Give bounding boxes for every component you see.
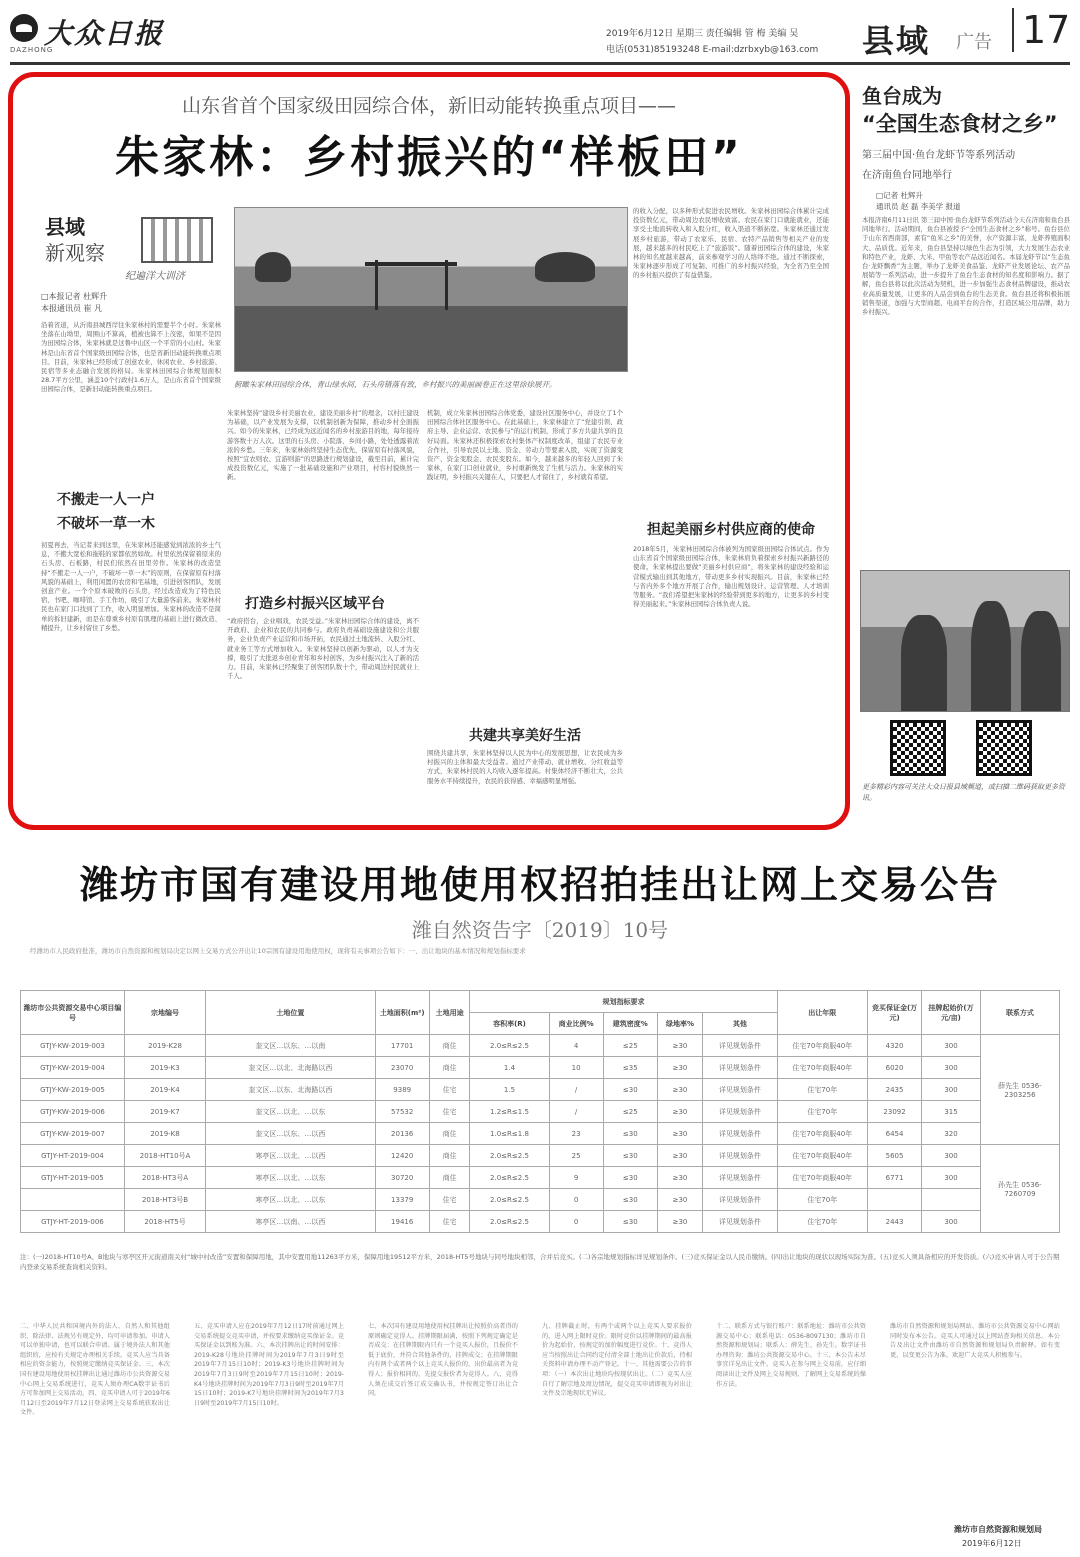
table-cell: 寒亭区…以北、…以西 [206,1145,375,1167]
table-cell: 住宅 [429,1101,470,1123]
table-cell: 奎文区…以东、…以西 [206,1123,375,1145]
article-column-2b: “政府搭台，企业唱戏，农民受益。”朱家林田园综合体的建设，离不开政府、企业和农民的共同参与。政府负责基础设施建设和公共服务，企业负责产业运营和市场开拓，农民通过土地流转、入股分红、就业务工等方式增加收入。朱家林坚持以创新为驱动，以人才为支撑，吸引了大批返乡创业青年和乡村创客，为乡村振兴注入了新的活力。目前，朱家林已经聚集了创客团队数十个，带动周边村民就业上千人。 [227,617,419,681]
table-contact-cell: 孙先生 0536-7260709 [980,1145,1059,1233]
table-header: 土地面积(m²) [375,991,429,1035]
qr-code-icon[interactable] [976,720,1032,776]
table-header: 出让年限 [777,991,867,1035]
table-cell: 6771 [867,1167,921,1189]
table-cell: ≥30 [657,1035,702,1057]
table-cell: 2019-K8 [124,1123,205,1145]
byline-reporter: □本报记者 杜辉升 [41,292,108,301]
gate-pole [445,260,448,310]
tree-shape [255,252,291,282]
table-cell: 住宅70年 [777,1189,867,1211]
issue-meta: 2019年6月12日 星期三 责任编辑 管 梅 美编 吴 [606,29,799,39]
sidebar-byline: □记者 杜辉升 通讯员 赵 磊 李美学 报道 [876,191,961,211]
table-cell: 1.5 [470,1079,549,1101]
table-cell: 320 [922,1123,981,1145]
announcement-body-col: 潍坊市自然资源和规划局网站、潍坊市公共资源交易中心网站同时发布本公告。竞买人可通过以上网站查询相关信息。本公告及出让文件由潍坊市自然资源和规划局负责解释。如有变更，以变更公告为准。欢迎广大竞买人积极参与。 [890,1323,1060,1359]
table-cell: 住宅70年 [777,1211,867,1233]
table-cell: ≤25 [603,1035,657,1057]
table-cell: 2018-HT3号B [124,1189,205,1211]
table-cell: 0 [549,1189,603,1211]
table-cell: 17701 [375,1035,429,1057]
table-cell: 住宅 [429,1189,470,1211]
announcement-number: 潍自然资告字〔2019〕10号 [411,918,669,942]
table-cell: 详见规划条件 [703,1189,778,1211]
building-icon [141,217,213,263]
table-cell: 详见规划条件 [703,1079,778,1101]
table-cell: 20136 [375,1123,429,1145]
table-header: 联系方式 [980,991,1059,1035]
table-header: 竞买保证金(万元) [867,991,921,1035]
table-cell: ≤30 [603,1211,657,1233]
subhead-3: 共建共享美好生活 [469,728,581,744]
photo-caption: 俯瞰朱家林田园综合体，青山绿水间，石头房错落有致，乡村振兴的美丽画卷正在这里徐徐展开。 [234,380,557,389]
announcement-body-col: 二、中华人民共和国境内外的法人、自然人和其他组织，除法律、法规另有规定外，均可申请参加。申请人可以单独申请，也可以联合申请。属于境外法人和其他组织的，应按有关规定办理相关手续。竞买人应当具备相应的资金能力，按照规定缴纳竞买保证金。三、本次国有建设用地使用权挂牌出让通过潍坊市公共资源交易中心网上交易系统进行，竞买人须办理CA数字证书后方可参加网上交易活动。四、竞买申请人可于2019年6月12日至2019年7月12日登录网上交易系统获取出让文件。 [20,1323,170,1417]
sidebar-body: 本报济南6月11日讯 第三届中国·鱼台龙虾节系列活动今天在济南和鱼台县同地举行。活动期间，鱼台县被授予“全国生态食材之乡”称号。鱼台县位于山东省西南部，素有“鱼米之乡”的美誉，水产资源丰富，龙虾养殖面积大、品质优。近年来，鱼台县坚持以绿色生态为引领，大力发展生态农业和特色产业，龙虾、大米、甲鱼等农产品远近闻名。本届龙虾节以“生态鱼台·龙虾飘香”为主题，举办了龙虾美食品鉴、龙虾产业发展论坛、农产品展销等一系列活动，进一步提升了鱼台生态食材的知名度和影响力。据了解，鱼台县将以此次活动为契机，进一步加强生态食材品牌建设，推动农业高质量发展，让更多的人品尝到鱼台的生态美食。鱼台县还将积极拓展销售渠道，加强与大型商超、电商平台的合作，打造区域公用品牌，助力乡村振兴。 [862,216,1070,317]
table-cell: ≥30 [657,1167,702,1189]
table-cell: 4320 [867,1035,921,1057]
table-header: 挂牌起始价(万元/亩) [922,991,981,1035]
table-cell [922,1189,981,1211]
table-cell: 详见规划条件 [703,1167,778,1189]
table-cell: 住宅70年 [777,1079,867,1101]
table-cell: 商住 [429,1035,470,1057]
table-cell: 19416 [375,1211,429,1233]
article-column-4: 的收入分配，以多种形式促进农民增收。朱家林田园综合体累计完成投资数亿元，带动周边农民增收致富。农民在家门口就能就业，还能享受土地流转收入和入股分红，收入渠道不断拓宽。朱家林还通过发展乡村旅游，带动了农家乐、民宿、农特产品销售等相关产业的发展，越来越多的村民吃上了“旅游饭”。随着田园综合体的建设，朱家林的知名度越来越高，前来参观学习的人络绎不绝。通过不断探索，朱家林逐步形成了可复制、可推广的乡村振兴经验，为全省乃至全国的乡村振兴提供了有益借鉴。 [633,207,829,280]
table-row [21,1035,1060,1057]
table-cell: 2.0≤R≤2.5 [470,1167,549,1189]
table-cell: 300 [922,1057,981,1079]
table-row [21,1079,1060,1101]
table-cell: 0 [549,1211,603,1233]
table-cell: 6454 [867,1123,921,1145]
table-cell: 住宅70年商服40年 [777,1123,867,1145]
masthead-rule [10,62,1070,65]
announcement-notes: 注：(一)2018-HT10号A、B地块与寒亭区开元街道南关村“城中村改造”安置和保障用地，其中安置用地11263平方米，保障用地19512平方米，2018-HT5号地块与同号地块相邻，合并后竞买。(二)各宗地规划指标详见规划条件。(三)竞买保证金以人民币缴纳。(四)出让地块的现状以现场实际为准。(五)竞买人须具备相应的开发资质。(六)竞买申请人可于公告期内登录交易系统查询相关资料。 [20,1253,1060,1271]
table-cell: 2.0≤R≤2.5 [470,1211,549,1233]
table-cell: 商住 [429,1057,470,1079]
table-cell: 住宅70年商服40年 [777,1167,867,1189]
table-header: 建筑密度% [603,1013,657,1035]
table-cell: ≥30 [657,1189,702,1211]
article-headline[interactable]: 朱家林：乡村振兴的“样板田” [115,132,743,183]
table-cell: 300 [922,1145,981,1167]
table-cell: ≤30 [603,1145,657,1167]
table-row [21,1189,1060,1211]
table-cell: 寒亭区…以北、…以东 [206,1189,375,1211]
table-cell: 300 [922,1035,981,1057]
table-cell: 2.0≤R≤2.5 [470,1035,549,1057]
article-column-3: 机制，成立朱家林田园综合体党委，建设社区服务中心，并设立了1个田园综合体社区服务中心。在此基础上，朱家林建立了“党建引领、政府主导、企业运营、农民参与”的运行机制，形成了多方共建共享的良好局面。朱家林还积极探索农村集体产权制度改革，组建了农民专业合作社，引导农民以土地、资金、劳动力等要素入股，实现了资源变资产、资金变股金、农民变股东。如今，越来越多的年轻人回到了朱家林，在家门口创业就业，乡村重新焕发了生机与活力。朱家林的实践证明，乡村振兴关键在人，只要把人才留住了，乡村就有希望。 [427,409,623,482]
table-cell: 奎文区…以东、北海路以西 [206,1079,375,1101]
table-cell: 9 [549,1167,603,1189]
table-header: 其他 [703,1013,778,1035]
table-cell: ≤30 [603,1189,657,1211]
table-cell: 2.0≤R≤2.5 [470,1189,549,1211]
table-row [21,1145,1060,1167]
table-cell: 寒亭区…以南、…以西 [206,1211,375,1233]
table-cell: 住宅70年商服40年 [777,1145,867,1167]
table-cell: 详见规划条件 [703,1211,778,1233]
person-shape [1021,611,1061,711]
table-row [21,1101,1060,1123]
byline-correspondent: 本报通讯员 崔 凡 [41,304,103,313]
table-cell: 2.0≤R≤2.5 [470,1145,549,1167]
table-cell: 2018-HT3号A [124,1167,205,1189]
table-cell: ≤35 [603,1057,657,1079]
table-cell: 300 [922,1079,981,1101]
table-cell: 2443 [867,1211,921,1233]
table-cell: ≤30 [603,1167,657,1189]
page-number: 17 [1012,8,1070,52]
table-cell: GTJY-HT-2019-005 [21,1167,125,1189]
announcement-title[interactable]: 潍坊市国有建设用地使用权招拍挂出让网上交易公告 [79,862,1000,907]
announcement-body-col: 九、挂牌截止时，有两个或两个以上竞买人要求报价的，进入网上限时竞价。限时竞价以挂牌期间的最高报价为起始价，按规定的加价幅度进行竞价。十、竞得人应当按照出让合同约定付清全部土地出让价款后，持相关资料申请办理不动产登记。十一、其他需要公告的事项：（一）本次出让地块均按现状出让。（二）竞买人应自行了解宗地及周边情况，提交竞买申请即视为对出让文件及宗地现状无异议。 [542,1323,692,1398]
table-header: 绿地率% [657,1013,702,1035]
table-group-header: 规划指标要求 [470,991,777,1013]
subhead-1b: 不破坏一草一木 [57,516,155,532]
article-byline [41,291,107,315]
subhead-2: 打造乡村振兴区域平台 [245,596,385,612]
table-cell: ≥30 [657,1101,702,1123]
table-cell: 9389 [375,1079,429,1101]
table-cell: 详见规划条件 [703,1057,778,1079]
table-cell: 寒亭区…以北、…以东 [206,1167,375,1189]
table-cell: 2019-K28 [124,1035,205,1057]
highlighted-article[interactable] [8,72,850,830]
column-logo [41,207,219,287]
table-cell: GTJY-KW-2019-007 [21,1123,125,1145]
table-cell: 1.4 [470,1057,549,1079]
table-cell: 57532 [375,1101,429,1123]
table-header: 潍坊市公共资源交易中心项目编号 [21,991,125,1035]
sidebar-photo-event[interactable] [860,570,1070,712]
sidebar-subtitle-2: 在济南鱼台同地举行 [862,170,952,181]
table-cell: GTJY-HT-2019-006 [21,1211,125,1233]
table-cell: ≤30 [603,1079,657,1101]
announcement-body-col: 七、本次国有建设用地使用权挂牌出让按照价高者得的原则确定竞得人。挂牌期限届满，按照下列规定确定是否成交：在挂牌期限内只有一个竞买人报价，且报价不低于底价，并符合其他条件的，挂牌成交；在挂牌期限内有两个或者两个以上竞买人报价的，出价最高者为竞得人；报价相同的，先提交报价者为竞得人。八、竞得人须在成交后签订成交确认书，并按规定签订出让合同。 [368,1323,518,1398]
table-cell: 4 [549,1035,603,1057]
column-logo-subtitle: 新观察 [45,241,105,265]
tree-shape [535,252,595,282]
table-cell: 2019-K3 [124,1057,205,1079]
masthead [0,0,1080,68]
article-column-1-bottom: 初夏再去，当记者来到这里，在朱家林还能感觉到浓浓的乡土气息，不搬大宽松和拖鞋的家都依然如故。村里依然保留着原来的石头房、石板路，村民们依然在田里劳作。朱家林的改造坚持“不搬走一人一户，不破坏一草一木”的原则，在保留原有村落风貌的基础上，利用闲置的农房和宅基地，引进创客团队，发展创意产业。一个个原本破败的石头房，经过改造成为了特色民宿、书吧、咖啡馆、手工作坊，吸引了大量游客前来。朱家林村民也在家门口找到了工作，收入明显增加。朱家林的改造不是简单的拆旧建新，而是在尊重乡村原有肌理的基础上进行微改造、精提升，让乡村留住了乡愁。 [41,541,221,632]
table-cell: ≤30 [603,1123,657,1145]
table-cell: 2019-K4 [124,1079,205,1101]
table-cell: 2018-HT10号A [124,1145,205,1167]
table-row [21,1211,1060,1233]
column-logo-tag: 纪遍洋大训济 [125,271,185,282]
table-row [21,1167,1060,1189]
gate-pole [375,260,378,310]
article-column-2: 朱家林坚持“建设乡村美丽农业、建设美丽乡村”的理念，以村庄建设为基础，以产业发展为支撑，以机制创新为保障，推动乡村全面振兴。如今的朱家林，已经成为远近闻名的乡村旅游目的地，每年接待游客数十万人次。这里的石头房、小院落、乡间小路，处处透露着浓浓的乡愁。三年来，朱家林始终坚持生态优先，保留原有村落风貌，按照“宜农则农、宜游则游”的思路进行规划建设，截至目前，累计完成投资数亿元，实施了一批基础设施和产业项目，村容村貌焕然一新。 [227,409,419,482]
table-contact-cell: 薛先生 0536-2303256 [980,1035,1059,1145]
table-cell: 23070 [375,1057,429,1079]
table-cell: 详见规划条件 [703,1123,778,1145]
announcement-body-col: 五、竞买申请人应在2019年7月12日17时前通过网上交易系统提交竞买申请，并按要求缴纳竞买保证金。竞买保证金以到账为准。六、本次挂牌出让的时间安排：2019-K28号地块挂牌时间为2019年7月3日9时至2019年7月15日10时；2019-K3号地块挂牌时间为2019年7月3日9时至2019年7月15日10时；2019-K4号地块挂牌时间为2019年7月3日9时至2019年7月15日10时；2019-K7号地块挂牌时间为2019年7月3日9时至2019年7月15日10时。 [194,1323,344,1407]
table-cell: ≥30 [657,1211,702,1233]
article-column-4b: 2018年5月，朱家林田园综合体被列为国家级田园综合体试点。作为山东省首个国家级田园综合体，朱家林肩负着探索乡村振兴新路径的使命。朱家林提出要做“美丽乡村供应商”，将朱家林的建设经验和运营模式输出到其他地方，带动更多乡村实现振兴。目前，朱家林已经与省内外多个地方开展了合作，输出规划设计、运营管理、人才培训等服务。“我们希望把朱家林的经验带到更多的地方，让更多的乡村变得美丽起来。”朱家林田园综合体负责人说。 [633,545,829,609]
table-cell: GTJY-KW-2019-004 [21,1057,125,1079]
table-header: 土地位置 [206,991,375,1035]
table-row [21,1123,1060,1145]
table-cell: 详见规划条件 [703,1145,778,1167]
article-column-1-top: 沿着省道，从沂南县城西岸往朱家林村的需要半个小时。朱家林坐落在山坳里，周围山不算高，植被也算不上茂密，如果不是因为田园综合体，朱家林就是这鲁中山区一个平常的小山村。朱家林是山东省首个国家级田园综合体，也是省新旧动能转换重点项目。目前，朱家林已经形成了创意农业、休闲农业、乡村旅游、民宿等多业态融合发展的格局。朱家林田园综合体规划面积28.7平方公里，涵盖10个行政村1.6万人，是山东省首个国家级田园综合体，是新旧动能转换重点项目。 [41,321,221,394]
table-cell: 5605 [867,1145,921,1167]
table-cell: 商住 [429,1123,470,1145]
article-photo-village[interactable] [234,207,628,372]
qr-code-icon[interactable] [890,720,946,776]
column-logo-title: 县域 [45,215,85,239]
sidebar-footer: 更多精彩内容可关注大众日报县域频道，或扫描二维码获取更多资讯。 [862,783,1065,802]
table-cell: 10 [549,1057,603,1079]
announcement-body-col: 十二、联系方式与银行账户：联系地址：潍坊市公共资源交易中心；联系电话：0536-8097130；潍坊市自然资源和规划局；联系人：薛先生、孙先生。数字证书办理咨询：潍坊公共资源交易中心。十三、本公告未尽事宜详见出让文件。竞买人在参与网上交易前，应仔细阅读出让文件及网上交易规则，了解网上交易系统的操作方法。 [716,1323,866,1388]
table-header: 宗地编号 [124,991,205,1035]
table-cell: 23092 [867,1101,921,1123]
table-cell: 住宅 [429,1079,470,1101]
table-cell: ≥30 [657,1123,702,1145]
table-cell: 住宅70年商服40年 [777,1057,867,1079]
table-header: 容积率(R) [470,1013,549,1035]
table-cell: 300 [922,1167,981,1189]
table-cell: 住宅70年商服40年 [777,1035,867,1057]
table-cell: 6020 [867,1057,921,1079]
table-cell: 13379 [375,1189,429,1211]
table-cell: ≤25 [603,1101,657,1123]
land-table [20,990,1060,1233]
contact-meta: 电话(0531)85193248 E-mail:dzrbxyb@163.com [606,45,819,55]
table-cell: 奎文区…以东、…以南 [206,1035,375,1057]
table-cell: ≥30 [657,1145,702,1167]
table-cell: 2019-K7 [124,1101,205,1123]
sidebar-title-2[interactable]: “全国生态食材之乡” [862,112,1058,136]
sidebar-title-1[interactable]: 鱼台成为 [862,84,942,108]
subhead-1a: 不搬走一人一户 [57,492,155,508]
person-shape [901,615,947,711]
article-kicker: 山东省首个国家级田园综合体，新旧动能转换重点项目—— [181,95,676,117]
newspaper-logo-icon [10,14,38,42]
table-cell: 商住 [429,1145,470,1167]
table-cell: 住宅70年 [777,1101,867,1123]
table-cell: 315 [922,1101,981,1123]
announcement-intro: 经潍坊市人民政府批准，潍坊市自然资源和规划局决定以网上交易方式公开出让10宗国有建设用地使用权，现将有关事项公告如下：一、出让地块的基本情况和规划指标要求 [30,947,526,955]
table-cell: GTJY-KW-2019-006 [21,1101,125,1123]
gate-beam [365,262,457,266]
table-cell: 2018-HT5号 [124,1211,205,1233]
table-cell: / [549,1101,603,1123]
section-name: 县域 [862,22,931,60]
table-cell: 2435 [867,1079,921,1101]
table-cell: 住宅 [429,1211,470,1233]
sidebar-subtitle-1: 第三届中国·鱼台龙虾节等系列活动 [862,150,1016,161]
table-header: 商业比例% [549,1013,603,1035]
newspaper-logo-text: 大众日报 [44,17,165,50]
table-cell: 奎文区…以北、…以东 [206,1101,375,1123]
table-cell: 23 [549,1123,603,1145]
table-cell: / [549,1079,603,1101]
ad-tag: 广告 [956,32,992,53]
table-cell: ≥30 [657,1079,702,1101]
table-cell: GTJY-KW-2019-005 [21,1079,125,1101]
table-cell: 奎文区…以北、北海路以西 [206,1057,375,1079]
table-cell [21,1189,125,1211]
article-column-3b: 围绕共建共享，朱家林坚持以人民为中心的发展思想，让农民成为乡村振兴的主体和最大受益者。通过产业带动、就业增收、分红收益等方式，朱家林村民的人均收入逐年提高。村集体经济不断壮大，公共服务水平持续提升，农民的获得感、幸福感明显增强。 [427,749,623,785]
table-cell: 25 [549,1145,603,1167]
table-cell: 30720 [375,1167,429,1189]
announcement-signature-org: 潍坊市自然资源和规划局 [954,1525,1042,1534]
person-shape [971,601,1011,711]
table-cell: 12420 [375,1145,429,1167]
table-cell: 1.0≤R≤1.8 [470,1123,549,1145]
table-cell: ≥30 [657,1057,702,1079]
table-row [21,1057,1060,1079]
table-cell: 商住 [429,1167,470,1189]
newspaper-logo-sub: DAZHONG [10,46,54,54]
table-cell: GTJY-KW-2019-003 [21,1035,125,1057]
table-cell [867,1189,921,1211]
table-cell: 1.2≤R≤1.5 [470,1101,549,1123]
table-cell: GTJY-HT-2019-004 [21,1145,125,1167]
table-header: 土地用途 [429,991,470,1035]
table-cell: 详见规划条件 [703,1035,778,1057]
subhead-4: 担起美丽乡村供应商的使命 [647,522,815,538]
table-cell: 300 [922,1211,981,1233]
table-cell: 详见规划条件 [703,1101,778,1123]
announcement-signature-date: 2019年6月12日 [962,1539,1022,1548]
